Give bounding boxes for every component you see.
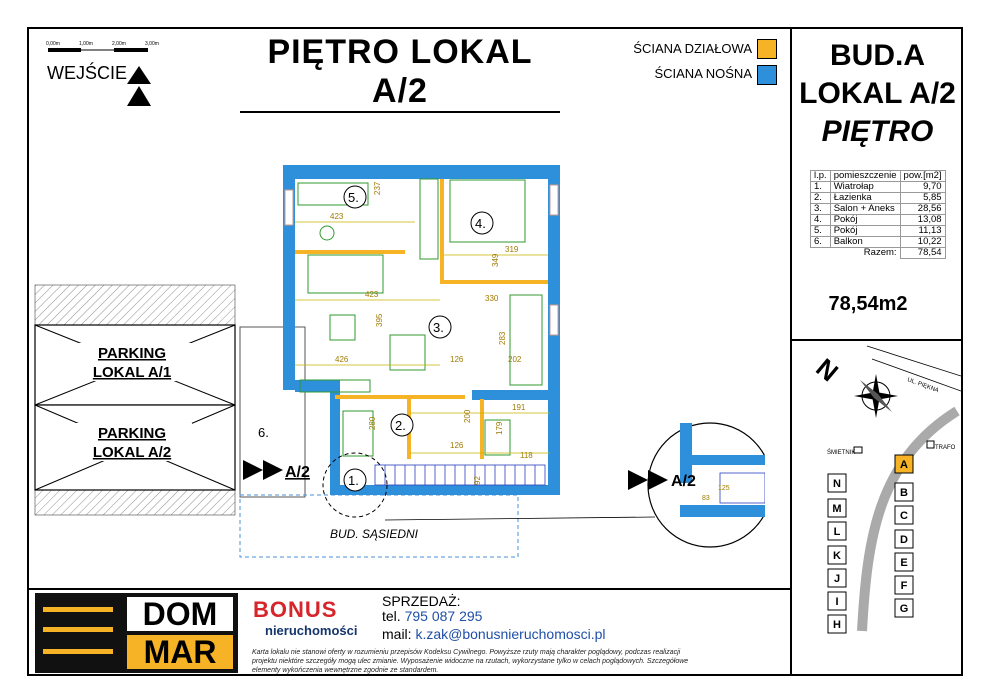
dim-label: 237: [373, 181, 382, 195]
detail-dim-label: 125: [718, 485, 730, 492]
dim-label: 330: [485, 294, 499, 303]
table-header: pomieszczenie: [830, 171, 900, 182]
legend-partition-swatch: [757, 39, 777, 59]
table-row: [811, 193, 946, 204]
parking1-line2: LOKAL A/1: [92, 364, 172, 381]
room-no: 4.: [811, 215, 831, 226]
building-A: A: [900, 459, 908, 471]
entrance-label: WEJŚCIE: [47, 63, 128, 83]
room-area: 13,08: [900, 215, 945, 226]
window: [550, 185, 558, 215]
neighbor-label: BUD. SĄSIEDNI: [330, 527, 419, 541]
dim-label: 319: [505, 245, 519, 254]
mail-label: mail:: [382, 626, 412, 642]
room-numbers: [344, 186, 493, 491]
mail-link[interactable]: k.zak@bonusnieruchomosci.pl: [415, 626, 606, 642]
parking2-line1: PARKING: [97, 425, 167, 442]
bins-label: ŚMIETNIK: [827, 450, 856, 456]
building-C: C: [900, 510, 908, 522]
legend-partition-label: ŚCIANA DZIAŁOWA: [633, 41, 752, 56]
table-total-row: [811, 248, 946, 259]
unit-label: LOKAL A/2: [799, 77, 956, 110]
legend-bearing-label: ŚCIANA NOŚNA: [654, 66, 752, 81]
footer: [27, 588, 790, 676]
building-L: L: [833, 526, 841, 538]
phone-row: [382, 608, 482, 624]
dim-label: 92: [473, 476, 482, 485]
dim-label: 118: [520, 451, 533, 460]
room-name: Salon + Aneks: [830, 204, 900, 215]
floor-plan: [30, 155, 765, 575]
building-N: N: [833, 478, 841, 490]
room-area: 5,85: [900, 193, 945, 204]
room-no: 1.: [811, 182, 831, 193]
building-label: BUD.A: [830, 39, 925, 72]
dim-label: 283: [498, 331, 507, 345]
parking2-line2: LOKAL A/2: [92, 444, 172, 461]
parking1-line1: PARKING: [97, 345, 167, 362]
room-area: 11,13: [900, 226, 945, 237]
detail-marker-label: A/2: [671, 473, 696, 490]
legend-bearing-swatch: [757, 65, 777, 85]
dim-label: 126: [450, 355, 464, 364]
bonus-logo: BONUS: [253, 597, 338, 622]
compass-icon: [854, 374, 898, 418]
detail-dim-label: 83: [702, 495, 710, 502]
parking-area: [35, 285, 235, 515]
dommar-logo: [35, 593, 238, 673]
scale-tick-1: 1,00m: [79, 41, 93, 47]
phone-number[interactable]: 795 087 295: [404, 608, 483, 624]
window: [550, 305, 558, 335]
room-number-6: 6.: [258, 425, 269, 440]
scale-tick-3: 3,00m: [145, 41, 159, 47]
table-row: [811, 215, 946, 226]
room-name: Wiatrołap: [830, 182, 900, 193]
section-marker-label: A/2: [285, 464, 310, 481]
room-number-4: 4.: [475, 216, 486, 231]
table-header-row: [811, 171, 946, 182]
room-number-1: 1.: [348, 473, 359, 488]
building-D: D: [900, 534, 908, 546]
building-E: E: [900, 557, 908, 569]
stairs: [375, 465, 545, 485]
total-area: 78,54m2: [828, 293, 908, 315]
room-name: Balkon: [830, 237, 900, 248]
mail-row: [382, 626, 606, 642]
scale-bar: [44, 38, 184, 58]
room-name: Pokój: [830, 215, 900, 226]
dim-label: 426: [335, 355, 349, 364]
room-number-3: 3.: [433, 320, 444, 335]
building-K: K: [833, 550, 841, 562]
room-no: 3.: [811, 204, 831, 215]
dim-label: 423: [330, 212, 344, 221]
table-row: [811, 226, 946, 237]
dim-label: 179: [495, 421, 504, 435]
dim-label: 349: [491, 253, 500, 267]
neighbor-outline: [240, 495, 518, 557]
logo-line1: DOM: [127, 597, 233, 631]
building-I: I: [835, 596, 839, 608]
window: [285, 190, 293, 225]
dim-label: 280: [368, 416, 377, 430]
room-area: 28,56: [900, 204, 945, 215]
room-area: 10,22: [900, 237, 945, 248]
building-H: H: [833, 619, 841, 631]
sale-label: SPRZEDAŻ:: [382, 593, 461, 609]
dim-label: 423: [365, 290, 379, 299]
dim-label: 126: [450, 441, 464, 450]
building-M: M: [832, 503, 842, 515]
site-buildings-left: [828, 474, 846, 633]
street-label: UL. PIĘKNA: [906, 377, 940, 395]
page-title: PIĘTRO LOKAL A/2: [240, 33, 560, 113]
dim-label: 202: [508, 355, 522, 364]
table-header: pow.[m2]: [900, 171, 945, 182]
building-J: J: [833, 573, 841, 585]
phone-label: tel.: [382, 608, 401, 624]
table-row: [811, 182, 946, 193]
dim-label: 200: [463, 409, 472, 423]
north-label: N: [810, 352, 845, 388]
rooms-table: [810, 170, 946, 259]
scale-tick-0: 0,00m: [46, 41, 60, 47]
dim-label: 395: [375, 313, 384, 327]
site-map: [792, 341, 961, 675]
room-number-2: 2.: [395, 418, 406, 433]
table-row: [811, 204, 946, 215]
logo-line2: MAR: [127, 635, 233, 669]
bonus-subtitle: nieruchomości: [265, 623, 358, 638]
trafo-label: TRAFO: [935, 445, 956, 451]
total-value: 78,54: [900, 248, 945, 259]
room-no: 6.: [811, 237, 831, 248]
room-no: 5.: [811, 226, 831, 237]
entrance-arrow-icon: [125, 64, 153, 108]
floor-label: PIĘTRO: [821, 115, 934, 148]
building-B: B: [900, 487, 908, 499]
table-row: [811, 237, 946, 248]
dim-label: 191: [512, 403, 526, 412]
total-label: Razem:: [863, 247, 897, 259]
room-no: 2.: [811, 193, 831, 204]
table-header: l.p.: [811, 171, 831, 182]
bearing-walls: [283, 165, 560, 495]
disclaimer: Karta lokalu nie stanowi oferty w rozumieniu przepisów Kodeksu Cywilnego. Powyższe rzuty mają charakter poglądowy, podczas realizacji projektu niektóre szczegóły mogą ulec zmianie. Wyposażenie widoczne na rzutach, wykorzystane tylko w celach poglądowych. Szczegółowe elementy wykończenia wewnętrzne zgodnie ze standardem.: [252, 649, 689, 674]
room-area: 9,70: [900, 182, 945, 193]
room-name: Łazienka: [830, 193, 900, 204]
room-number-5: 5.: [348, 190, 359, 205]
scale-tick-2: 2,00m: [112, 41, 126, 47]
building-F: F: [900, 580, 908, 592]
building-G: G: [899, 603, 909, 615]
room-name: Pokój: [830, 226, 900, 237]
